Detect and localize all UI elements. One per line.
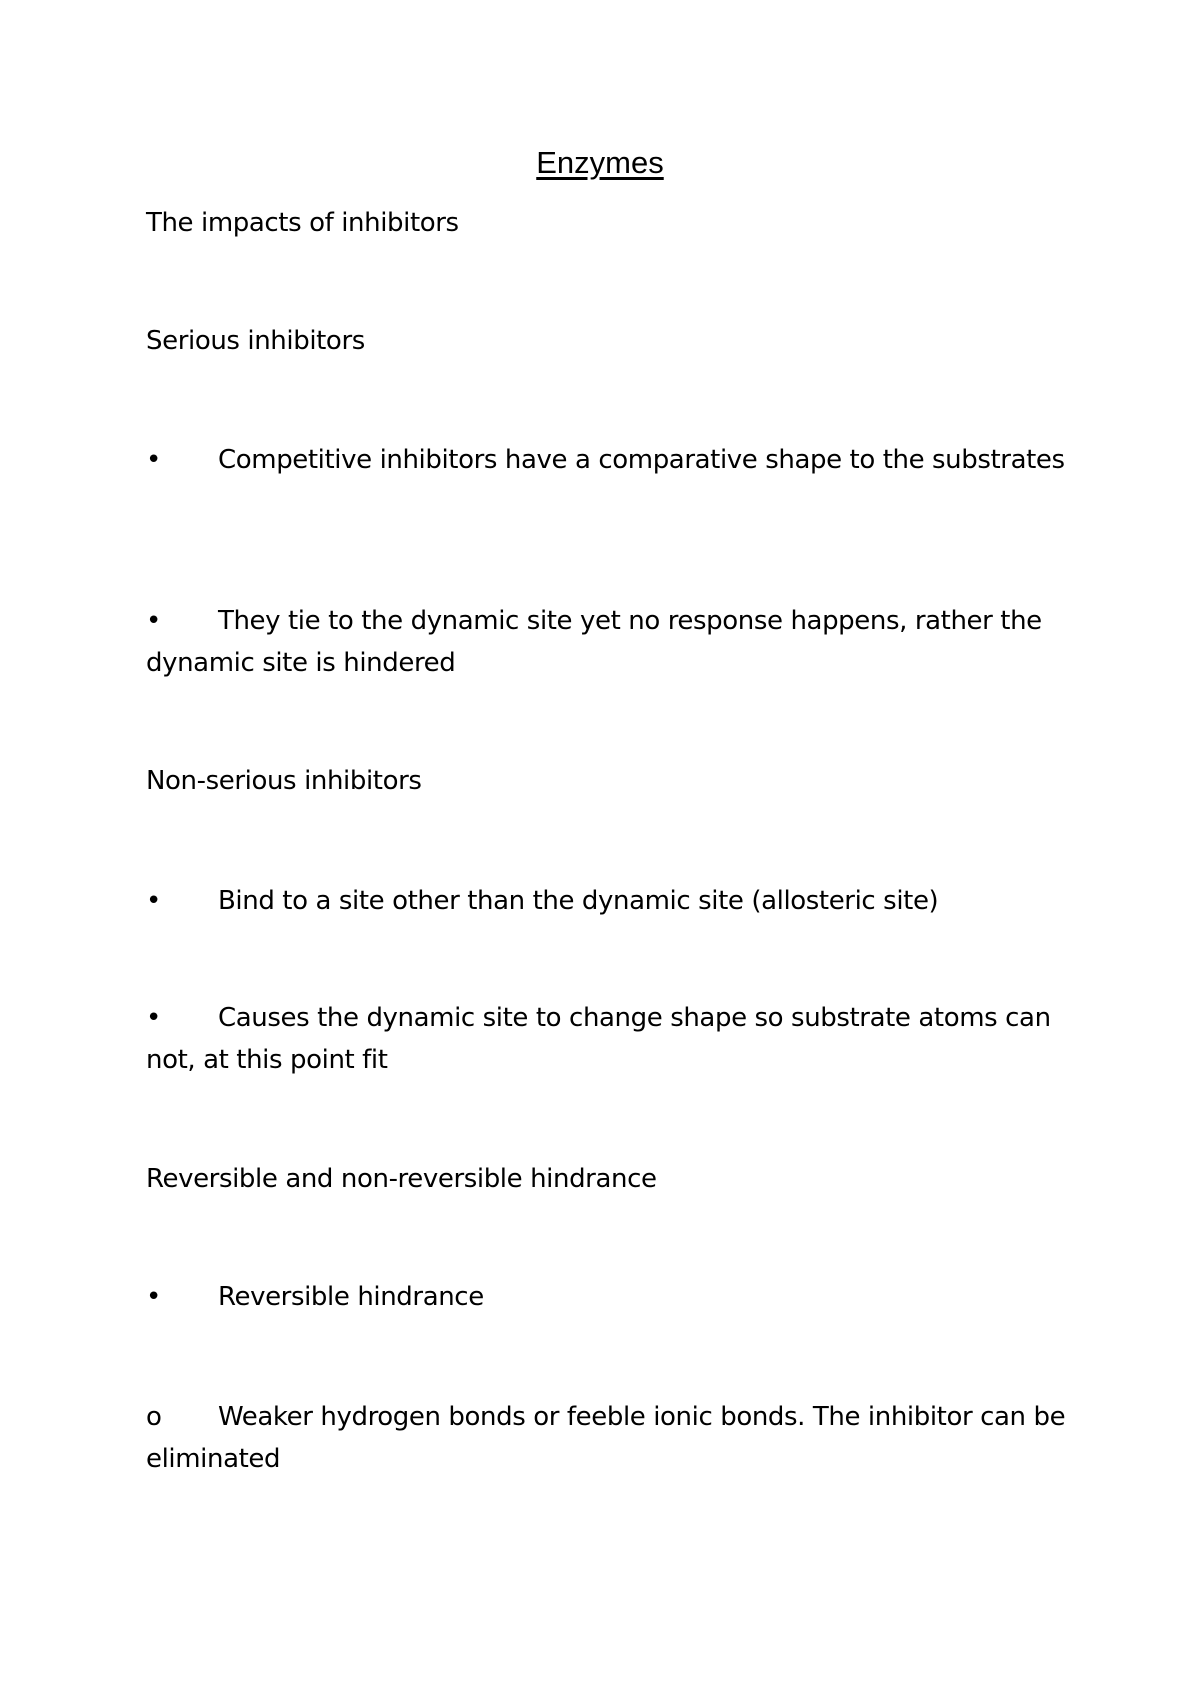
bullet-marker: • — [146, 1003, 161, 1033]
section-heading-reversible-hindrance: Reversible and non-reversible hindrance — [146, 1164, 657, 1194]
list-item — [146, 600, 1066, 684]
list-item-text: Reversible hindrance — [218, 1282, 484, 1312]
bullet-marker: • — [146, 886, 161, 916]
page-title: Enzymes — [536, 145, 664, 180]
list-item — [146, 997, 1066, 1081]
list-item — [146, 439, 1066, 481]
list-item-text: Bind to a site other than the dynamic site (allosteric site) — [218, 886, 939, 916]
list-item-text: Weaker hydrogen bonds or feeble ionic bonds. The inhibitor can be eliminated — [146, 1402, 1066, 1474]
list-item — [146, 1276, 1066, 1318]
list-item-text: Causes the dynamic site to change shape so substrate atoms can not, at this point fit — [146, 1003, 1051, 1075]
list-item — [146, 880, 1066, 922]
list-item-text: They tie to the dynamic site yet no response happens, rather the dynamic site is hindered — [146, 606, 1042, 678]
bullet-marker: • — [146, 606, 161, 636]
list-item — [146, 1396, 1066, 1480]
section-heading-non-serious-inhibitors: Non-serious inhibitors — [146, 766, 422, 796]
bullet-marker: • — [146, 1282, 161, 1312]
bullet-marker: • — [146, 445, 161, 475]
list-item-text: Competitive inhibitors have a comparative shape to the substrates — [218, 445, 1065, 475]
sub-bullet-marker: o — [146, 1402, 162, 1432]
section-heading-serious-inhibitors: Serious inhibitors — [146, 326, 365, 356]
document-subtitle: The impacts of inhibitors — [146, 208, 459, 238]
